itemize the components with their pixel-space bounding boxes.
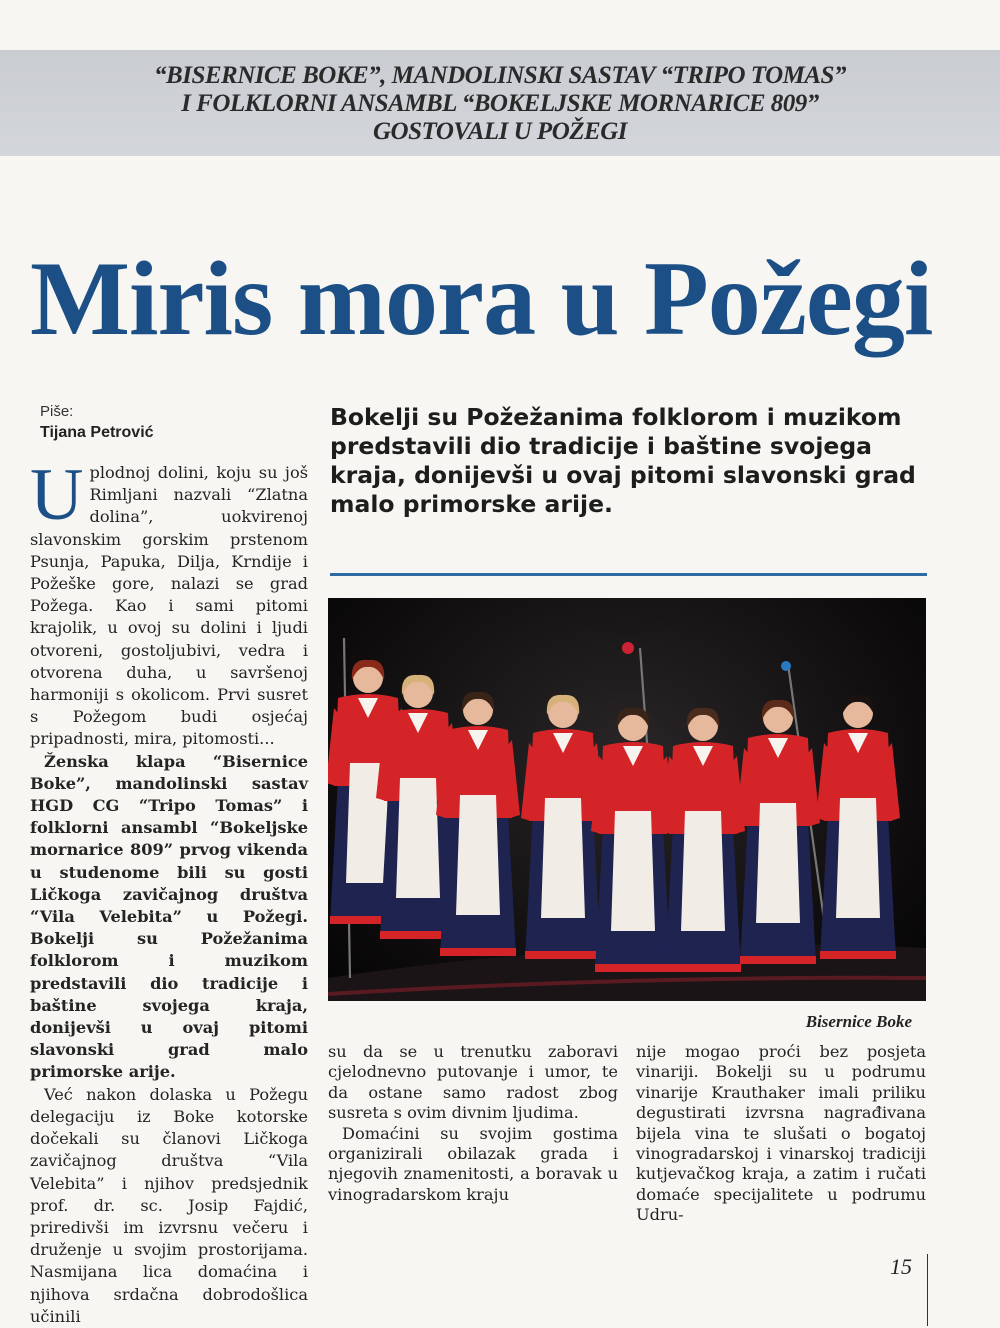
photo-caption: Bisernice Boke [805,1012,912,1031]
lead-divider [330,573,927,576]
singer-figure [661,708,745,972]
article-column-3 [636,1042,926,1226]
singer-figure [736,700,820,964]
byline-author: Tijana Petrović [40,424,154,441]
banner-line-1: “BISERNICE BOKE”, MANDOLINSKI SASTAV “TRIPO TOMAS” [154,62,846,89]
photo-bisernice-boke [328,598,926,1001]
singer-figure [816,695,900,959]
banner-line-3: GOSTOVALI U POŽEGI [373,118,627,145]
singer-figure [591,708,675,972]
article-paragraph-5: Domaćini su svojim gostima organizirali obilazak grada i njegovih znamenitosti, a boravak u vinogradarskom kraju [328,1123,618,1204]
lead-paragraph: Bokelji su Požežanima folklorom i muzikom predstavili dio tradicije i baštine svojega kraja, donijevši u ovaj pitomi slavonski grad malo primorske arije. [330,403,916,518]
article-paragraph-2: Ženska klapa “Bisernice Boke”, mandolinski sastav HGD CG “Tripo Tomas” i folklorni ansambl “Bokeljske mornarice 809” prvog vikenda u studenome bili su gosti Ličkoga zavičajnog društva “Vila Velebita” u Požegi. Bokelji su Požežanima folklorom i muzikom predstavili dio tradicije i baštine svojega kraja, donijevši u ovaj pitomi slavonski grad malo primorske arije. [30,751,308,1082]
article-paragraph-3: Već nakon dolaska u Požegu delegaciju iz Boke kotorske dočekali su članovi Ličkoga zavičajnog društva “Vila Velebita” i njihov predsjednik prof. dr. sc. Josip Fajdić, priredivši im izvrsnu večeru i druženje u svojim prostorijama. Nasmijana lica domaćina i njihova srdačna dobrodošlica učinili [30,1084,308,1326]
top-banner [0,50,1000,156]
photo-illustration [328,598,926,1001]
headline: Miris mora u Požegi [30,240,933,357]
paragraph-1-text: plodnoj dolini, koju su još Rimljani nazvali “Zlatna dolina”, uokvirenoj slavonskim gorskim prstenom Psunja, Papuka, Dilja, Krndije i Požeške gore, nalazi se grad Požega. Kao i sami pitomi krajolik, u ovoj su dolini i ljudi otvoreni, gostoljubivi, vedra i otvorena duha, u savršenoj harmoniji s okolicom. Prvi susret s Požegom budi osjećaj pripadnosti, mira, pitomosti... [30,463,308,749]
page-number-rule [927,1254,928,1326]
page-number: 15 [890,1254,912,1279]
article-paragraph-6: nije mogao proći bez posjeta vinariji. Bokelji su u podrumu vinarije Krauthaker imali priliku degustirati izvrsna nagrađivana bijela vina te slušati o bogatoj vinogradarskoj i vinarskoj tradiciji kutjevačkog kraja, a zatim i ručati domaće specijalitete u podrumu Udru- [636,1042,926,1225]
article-column-2 [328,1042,618,1205]
article-column-1 [30,454,308,1328]
banner-line-2: I FOLKLORNI ANSAMBL “BOKELJSKE MORNARICE 809” [181,90,819,117]
singer-figure [436,692,520,956]
article-paragraph-1 [30,454,308,751]
article-paragraph-4: su da se u trenutku zaboravi cjelodnevno putovanje i umor, te da ostane samo radost zbog susreta s ovim divnim ljudima. [328,1042,618,1123]
byline-label: Piše: [40,403,74,420]
drop-cap: U [30,454,84,536]
